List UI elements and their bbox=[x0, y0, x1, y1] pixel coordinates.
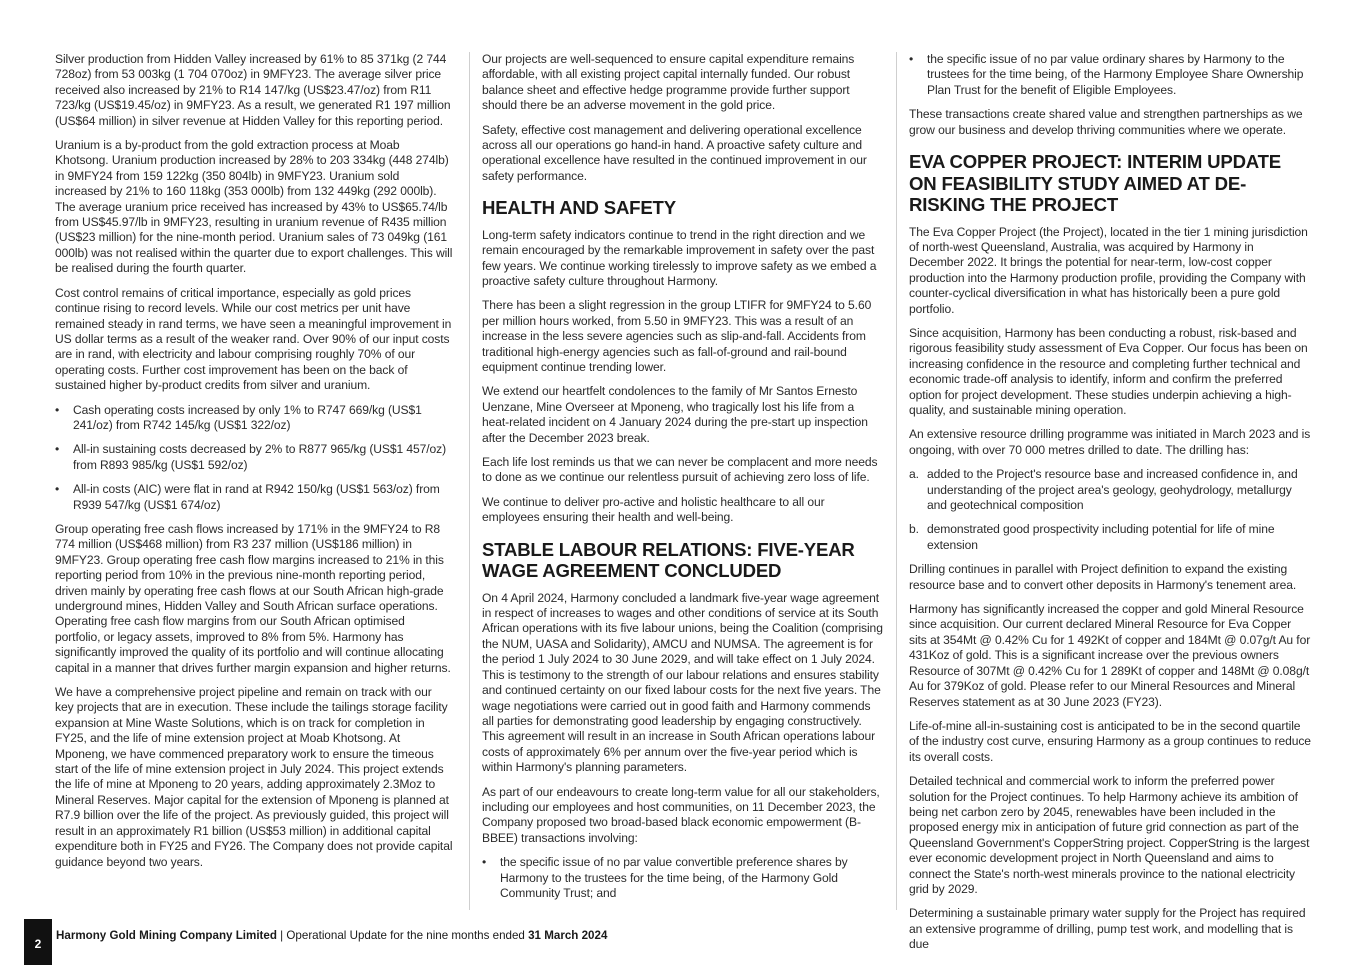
column-right bbox=[909, 52, 1311, 962]
paragraph-projects-sequenced: Our projects are well-sequenced to ensure capital expenditure remains affordable, with all existing project capital internally funded. Our robust balance sheet and effective hedge programme provide further support should there be an adverse movement in the gold price. bbox=[482, 52, 855, 113]
list-item: • Cash operating costs increased by only 1% to R747 669/kg (US$1 241/oz) from R742 145/kg (US$1 322/oz) bbox=[55, 402, 422, 432]
footer-separator: | bbox=[276, 929, 287, 942]
list-item: • All-in costs (AIC) were flat in rand at R942 150/kg (US$1 563/oz) from R939 547/kg (US$1 674/oz) bbox=[55, 482, 440, 512]
company-name: Harmony Gold Mining Company Limited bbox=[56, 929, 277, 942]
paragraph-life-lost: Each life lost reminds us that we can never be complacent and more needs to done as we continue our relentless pursuit of achieving zero loss of life. bbox=[482, 455, 878, 485]
paragraph-drilling-continues: Drilling continues in parallel with Project definition to expand the existing resource base and to convert other deposits in Harmony's tenement area. bbox=[909, 562, 1297, 592]
column-middle bbox=[482, 52, 884, 910]
heading-health-and-safety: HEALTH AND SAFETY bbox=[482, 197, 676, 219]
heading-labour-relations: STABLE LABOUR RELATIONS: FIVE-YEAR WAGE AGREEMENT CONCLUDED bbox=[482, 538, 855, 582]
paragraph-uranium: Uranium is a by-product from the gold extraction process at Moab Khotsong. Uranium production increased by 28% to 203 334kg (448 274lb) in 9MFY24 from 159 122kg (350 804lb) in 9MFY23. Uranium sold increased by 21% to 160 118kg (353 000lb) from 132 449kg (292 000lb). The average uranium price received has increased by 43% to US$65.74/lb from US$45.97/lb in 9MFY23, resulting in uranium revenue of R435 million (US$23 million) for the nine-month period. Uranium sales of 73 049kg (161 000lb) was not realised within the quarter due to export challenges. This will be realised during the fourth quarter. bbox=[55, 138, 453, 276]
list-marker: b. bbox=[909, 522, 919, 537]
column-left bbox=[55, 52, 453, 879]
drilling-outcomes-list bbox=[909, 467, 1311, 553]
list-item: b. demonstrated good prospectivity including potential for life of mine extension bbox=[909, 522, 1275, 552]
page-number-box bbox=[24, 919, 52, 965]
list-marker: a. bbox=[909, 467, 919, 482]
paragraph-bbbee: As part of our endeavours to create long-term value for all our stakeholders, including our employees and host communities, on 11 December 2023, the Company proposed two broad-based black economic empowerment (B-BBEE) transactions involving: bbox=[482, 784, 880, 845]
paragraph-cash-flow: Group operating free cash flows increased by 171% in the 9MFY24 to R8 774 million (US$468 million) from R3 237 million (US$186 million) in 9MFY23. Group operating free cash flow margins increased to 21% in this reporting period from 10% in the previous nine-month reporting period, driven mainly by operating free cash flows at our South African high-grade underground mines, Hidden Valley and South African surface operations. Operating free cash flow margins from our South African optimised portfolio, or legacy assets, improved to 8% from 5%. Harmony has significantly improved the quality of its portfolio and will continue allocating capital in a manner that drives further margin expansion and higher returns. bbox=[55, 521, 451, 675]
column-divider bbox=[896, 52, 897, 910]
paragraph-wage-agreement: On 4 April 2024, Harmony concluded a landmark five-year wage agreement in respect of increases to wages and other conditions of service at its South African operations with its five labour unions, being the Coalition (comprising the NUM, UASA and Solidarity), AMCU and NUMSA. The agreement is for the period 1 July 2024 to 30 June 2029, and will take effect on 1 July 2024. This is testimony to the strength of our labour relations and ensures stability and continued certainty on our fixed labour costs for the next five years. The wage negotiations were carried out in good faith and Harmony commends all parties for demonstrating good leadership by engaging constructively. This agreement will result in an increase in South African operations labour costs of approximately 6% per annum over the five-year period which is within Harmony's planning parameters. bbox=[482, 590, 883, 775]
bbbee-bullet-list-continued bbox=[909, 52, 1311, 98]
bullet-icon: • bbox=[909, 52, 914, 66]
paragraph-eva-intro: The Eva Copper Project (the Project), located in the tier 1 mining jurisdiction of north-west Queensland, Australia, was acquired by Harmony in December 2022. It brings the potential for near-term, low-cost copper production into the Harmony production profile, providing the Company with counter-cyclical diversification in what has historically been a pure gold portfolio. bbox=[909, 224, 1308, 316]
paragraph-drilling: An extensive resource drilling programme was initiated in March 2023 and is ongoing, with over 70 000 metres drilled to date. The drilling has: bbox=[909, 427, 1311, 457]
list-item: • All-in sustaining costs decreased by 2% to R877 965/kg (US$1 457/oz) from R893 985/kg (US$1 592/oz) bbox=[55, 442, 447, 472]
list-item: a. added to the Project's resource base and increased confidence in, and understanding of the project area's geology, geohydrology, metallurgy and geotechnical composition bbox=[909, 467, 1298, 513]
page-number: 2 bbox=[34, 937, 42, 951]
paragraph-shared-value: These transactions create shared value and strengthen partnerships as we grow our business and develop thriving communities where we operate. bbox=[909, 107, 1303, 137]
footer-subtitle: Operational Update for the nine months ended bbox=[286, 929, 529, 942]
column-divider bbox=[469, 52, 470, 910]
footer-text bbox=[56, 929, 607, 942]
paragraph-silver: Silver production from Hidden Valley increased by 61% to 85 371kg (2 744 728oz) from 53 003kg (1 704 070oz) in 9MFY23. The average silver price received also increased by 21% to R14 147/kg (US$23.47/oz) from R11 723/kg (US$19.45/oz) in 9MFY23. As a result, we generated R1 197 million (US$64 million) in silver revenue at Hidden Valley for this reporting period. bbox=[55, 52, 451, 128]
bullet-icon: • bbox=[482, 855, 487, 870]
list-item: • the specific issue of no par value convertible preference shares by Harmony to the trustees for the time being, of the Harmony Gold Community Trust; and bbox=[482, 855, 848, 900]
paragraph-safety-cost: Safety, effective cost management and delivering operational excellence across all our operations go hand-in hand. A proactive safety culture and operational excellence have resulted in the continued improvement in our safety performance. bbox=[482, 122, 867, 183]
list-item: • the specific issue of no par value ordinary shares by Harmony to the trustees for the time being, of the Harmony Employee Share Ownership Plan Trust for the benefit of Eligible Employees. bbox=[909, 52, 1304, 97]
paragraph-ltifr: There has been a slight regression in the group LTIFR for 9MFY24 to 5.60 per million hours worked, from 5.50 in 9MFY23. This was a result of an increase in the less severe agencies such as slip-and-fall. Accidents from traditional high-energy agencies such as fall-of-ground and rail-bound equipment continue trending lower. bbox=[482, 298, 872, 374]
bullet-icon: • bbox=[55, 442, 60, 457]
bullet-icon: • bbox=[55, 402, 60, 417]
heading-eva-copper: EVA COPPER PROJECT: INTERIM UPDATE ON FEASIBILITY STUDY AIMED AT DE-RISKING THE PROJECT bbox=[909, 151, 1282, 216]
paragraph-safety-indicators: Long-term safety indicators continue to trend in the right direction and we remain encouraged by the remarkable improvement in safety over the past few years. We continue working tirelessly to improve safety as we embed a proactive safety culture throughout Harmony. bbox=[482, 227, 877, 288]
cost-bullet-list bbox=[55, 403, 453, 513]
footer-date: 31 March 2024 bbox=[528, 929, 608, 942]
paragraph-mineral-resource: Harmony has significantly increased the copper and gold Mineral Resource since acquisition. Our current declared Mineral Resource for Eva Copper sits at 354Mt @ 0.42% Cu for 1 492Kt of copper and 184Mt @ 0.07g/t Au for 431Koz of gold. This is a significant increase over the previous owners Resource of 307Mt @ 0.42% Cu for 1 289Kt of copper and 148Mt @ 0.08g/t Au for 379Koz of gold. Please refer to our Mineral Resources and Mineral Reserves statement as at 30 June 2023 (FY23). bbox=[909, 602, 1311, 709]
paragraph-condolences: We extend our heartfelt condolences to the family of Mr Santos Ernesto Uenzane, Mine Overseer at Mponeng, who tragically lost his life from a heat-related incident on 4 January 2024 during the pre-start up inspection after the December 2023 break. bbox=[482, 384, 868, 445]
paragraph-project-pipeline: We have a comprehensive project pipeline and remain on track with our key projects that are in execution. These include the tailings storage facility expansion at Mine Waste Solutions, which is on track for completion in FY25, and the life of mine extension project at Moab Khotsong. At Mponeng, we have commenced preparatory work to ensure the timeous start of the life of mine extension project in July 2024. This project extends the life of mine at Mponeng to 20 years, adding approximately 2.3Moz to Mineral Reserves. Major capital for the extension of Mponeng is planned at R7.9 billion over the life of the project. As previously guided, this project will result in an approximately R1 billion (US$53 million) in additional capital expenditure both in FY25 and FY26. The Company does not provide capital guidance beyond two years. bbox=[55, 685, 453, 869]
paragraph-feasibility: Since acquisition, Harmony has been conducting a robust, risk-based and rigorous feasibility study assessment of Eva Copper. Our focus has been on increasing confidence in the resource and completing further technical and economic trade-off analysis to identify, inform and confirm the preferred option for project development. These studies underpin achieving a high-quality, and sustainable mining operation. bbox=[909, 325, 1308, 417]
paragraph-aisc: Life-of-mine all-in-sustaining cost is anticipated to be in the second quartile of the industry cost curve, ensuring Harmony as a group continues to reduce its overall costs. bbox=[909, 718, 1311, 764]
paragraph-power-solution: Detailed technical and commercial work to inform the preferred power solution for the Project continues. To help Harmony achieve its ambition of being net carbon zero by 2045, renewables have been included in the proposed energy mix in anticipation of future grid connection as part of the Queensland Government's CopperString project. CopperString is the largest ever economic development project in North Queensland and aims to connect the State's north-west minerals province to the national electricity grid by 2029. bbox=[909, 774, 1310, 896]
paragraph-water-supply: Determining a sustainable primary water supply for the Project has required an extensive programme of drilling, pump test work, and modelling that is due bbox=[909, 906, 1306, 952]
paragraph-healthcare: We continue to deliver pro-active and holistic healthcare to all our employees ensuring their health and well-being. bbox=[482, 494, 825, 525]
page-footer bbox=[0, 912, 1365, 965]
paragraph-cost-control: Cost control remains of critical importance, especially as gold prices continue rising to record levels. While our cost metrics per unit have remained steady in rand terms, we have seen a meaningful improvement in US dollar terms as a result of the weaker rand. Over 90% of our input costs are in rand, with electricity and labour comprising roughly 70% of our operating costs. Further cost improvement has been on the back of sustained higher by-product credits from silver and uranium. bbox=[55, 285, 452, 393]
bbbee-bullet-list bbox=[482, 855, 884, 901]
bullet-icon: • bbox=[55, 482, 60, 497]
